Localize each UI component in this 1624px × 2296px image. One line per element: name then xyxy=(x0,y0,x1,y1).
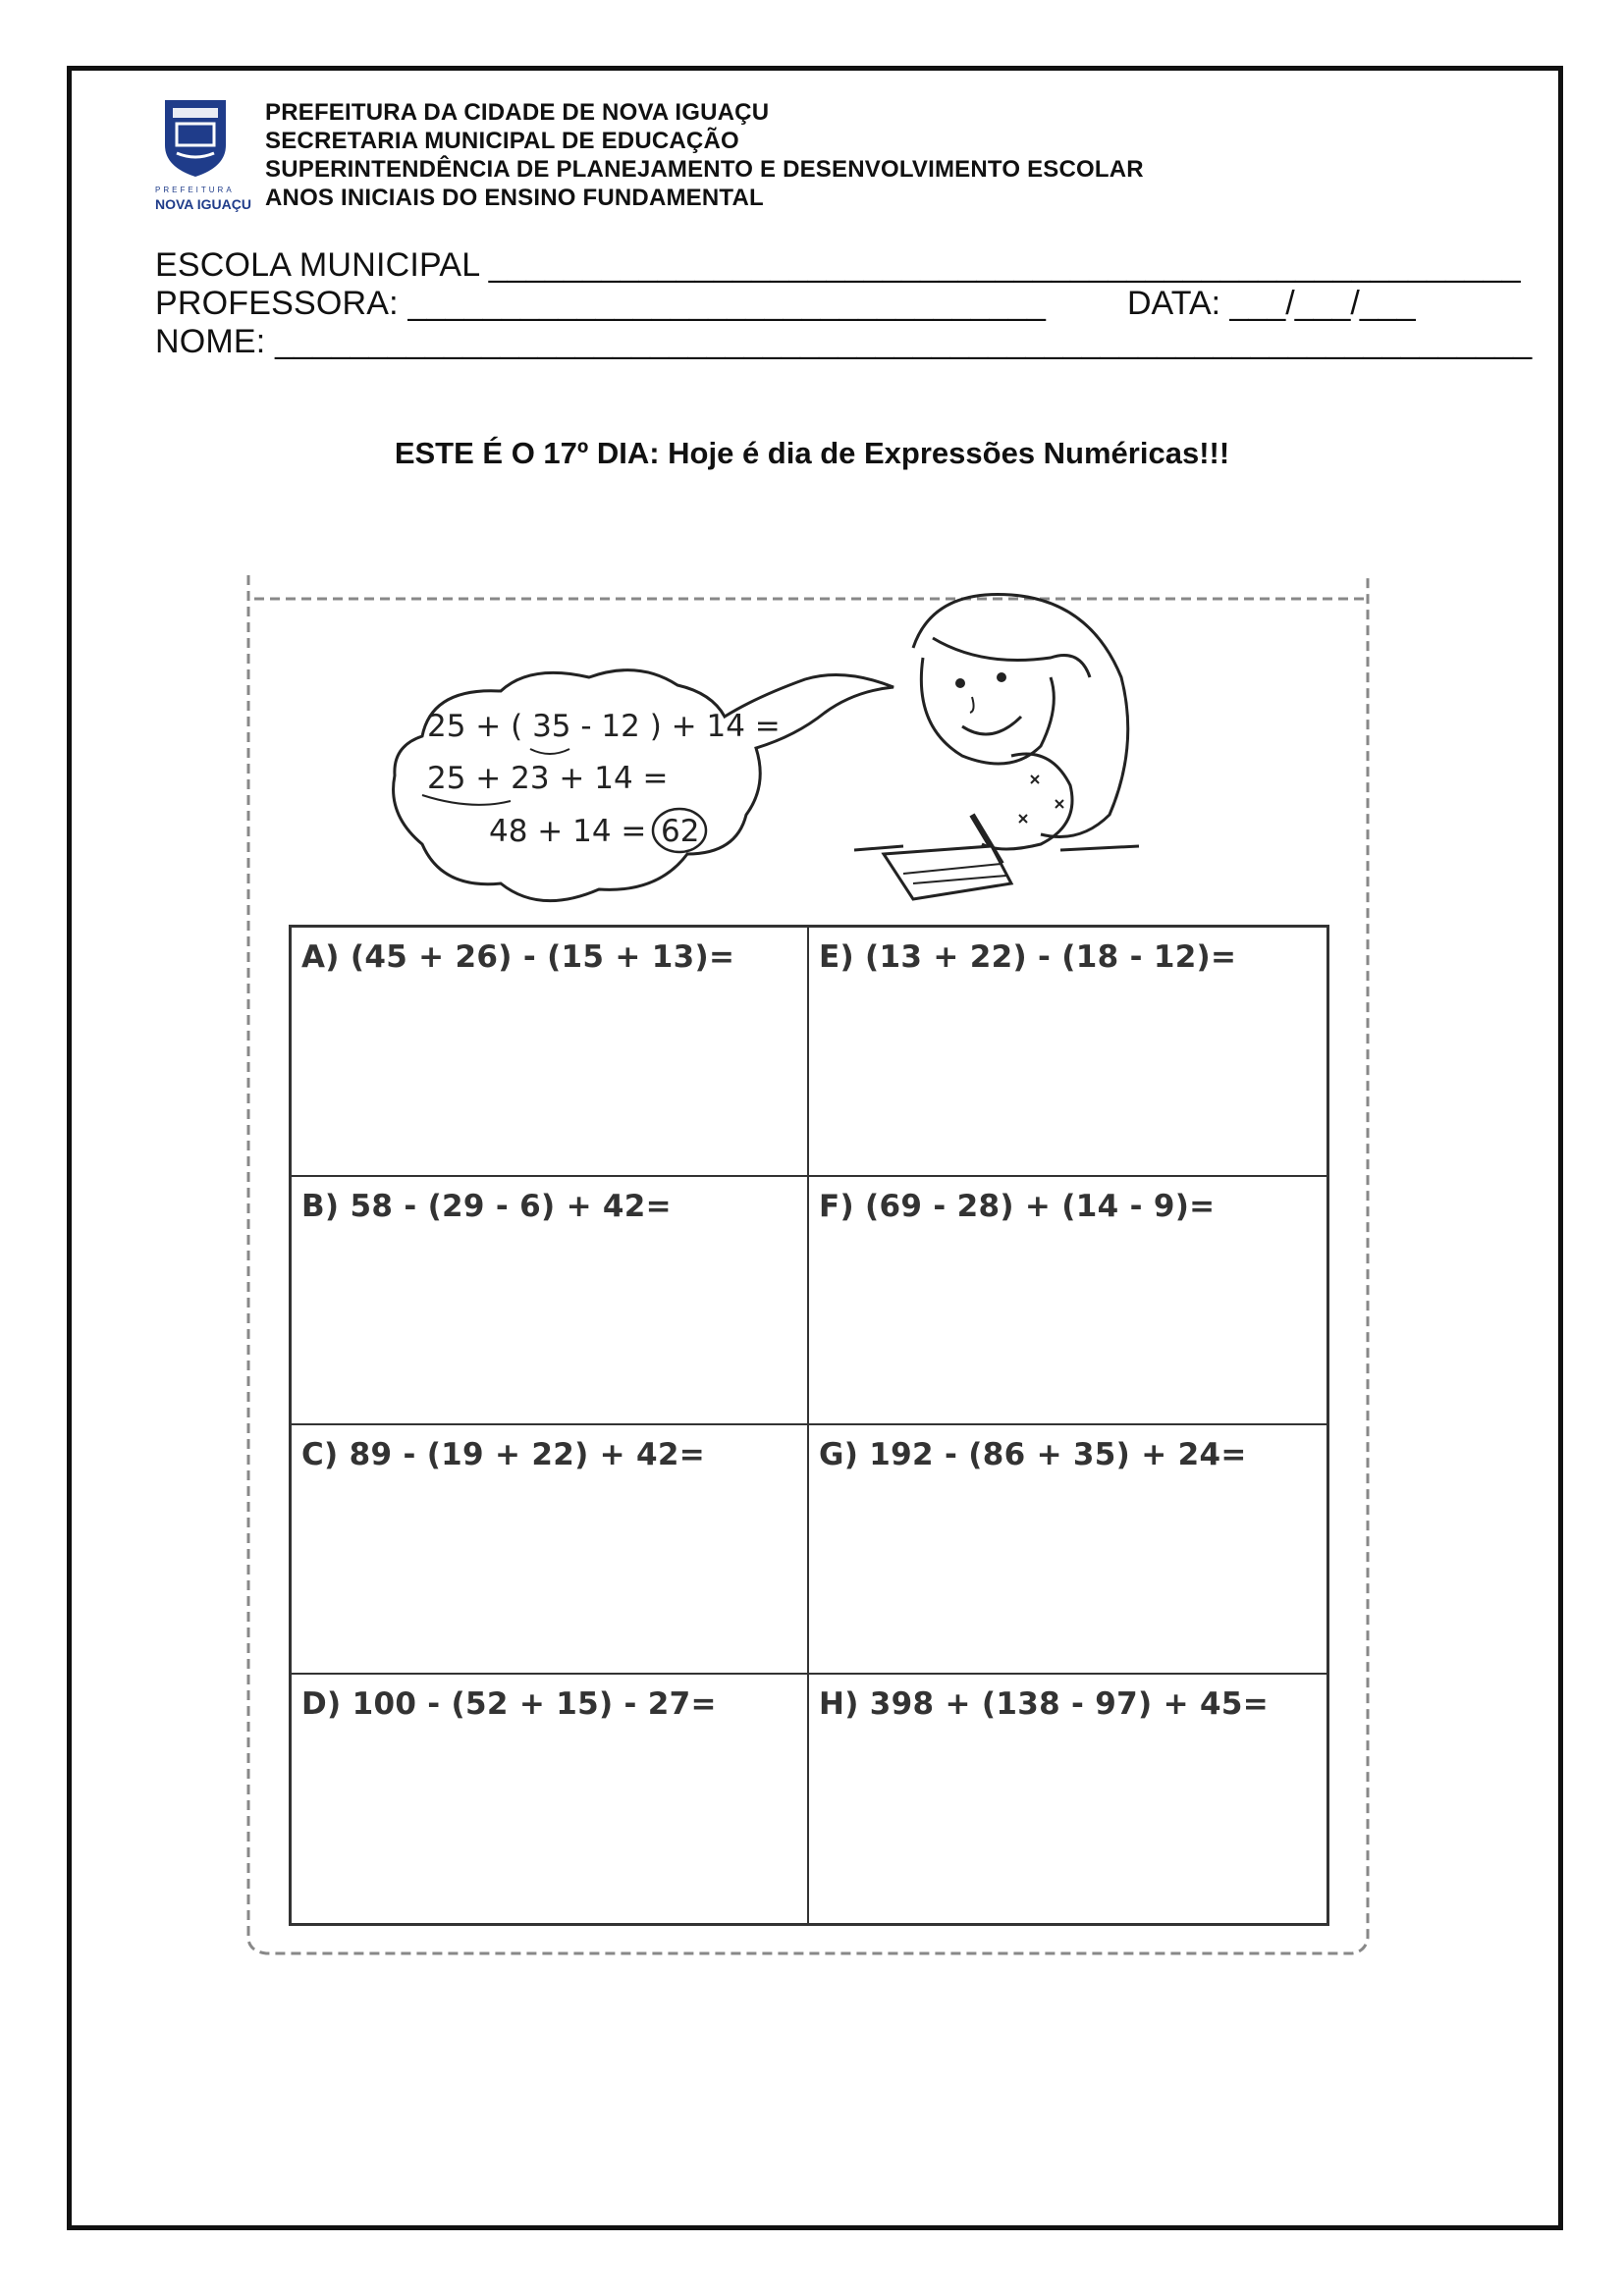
header-line: ANOS INICIAIS DO ENSINO FUNDAMENTAL xyxy=(265,185,764,211)
escola-field[interactable]: ESCOLA MUNICIPAL _______________________________________________________ xyxy=(155,246,1521,284)
exercise-label: D) 100 - (52 + 15) - 27= xyxy=(301,1685,717,1722)
header-line: SUPERINTENDÊNCIA DE PLANEJAMENTO E DESENVOLVIMENTO ESCOLAR xyxy=(265,156,1144,183)
exercise-label: H) 398 + (138 - 97) + 45= xyxy=(819,1685,1269,1722)
logo-text-bottom: NOVA IGUAÇU xyxy=(155,196,251,212)
exercise-grid xyxy=(289,925,1329,1926)
exercise-cell-e[interactable] xyxy=(809,928,1326,1177)
page-title: ESTE É O 17º DIA: Hoje é dia de Expressões Numéricas!!! xyxy=(394,436,1230,470)
logo-text-top: PREFEITURA xyxy=(155,186,235,194)
exercise-label: G) 192 - (86 + 35) + 24= xyxy=(819,1437,1247,1472)
header-line: PREFEITURA DA CIDADE DE NOVA IGUAÇU xyxy=(265,99,770,126)
exercise-cell-h[interactable] xyxy=(809,1675,1326,1924)
example-line-2: 25 + 23 + 14 = xyxy=(427,761,669,796)
exercise-cell-f[interactable] xyxy=(809,1177,1326,1426)
exercise-label: E) (13 + 22) - (18 - 12)= xyxy=(819,939,1237,975)
data-field[interactable]: DATA: ___/___/___ xyxy=(1127,285,1416,322)
professora-field[interactable]: PROFESSORA: __________________________________ xyxy=(155,285,1047,322)
example-line-3: 48 + 14 = xyxy=(489,814,647,849)
institution-header xyxy=(265,98,1144,212)
nova-iguacu-logo xyxy=(155,98,253,216)
exercise-cell-g[interactable] xyxy=(809,1425,1326,1675)
girl-writing-illustration xyxy=(844,589,1149,913)
exercise-label: C) 89 - (19 + 22) + 42= xyxy=(301,1437,706,1472)
exercise-label: F) (69 - 28) + (14 - 9)= xyxy=(819,1188,1216,1224)
exercise-cell-a[interactable] xyxy=(292,928,809,1177)
exercise-cell-c[interactable] xyxy=(292,1425,809,1675)
example-result: 62 xyxy=(661,814,700,849)
nome-field[interactable]: NOME: ___________________________________________________________________ xyxy=(155,323,1533,360)
exercise-label: A) (45 + 26) - (15 + 13)= xyxy=(301,939,735,975)
exercise-label: B) 58 - (29 - 6) + 42= xyxy=(301,1188,672,1224)
header-line: SECRETARIA MUNICIPAL DE EDUCAÇÃO xyxy=(265,128,739,154)
exercise-cell-d[interactable] xyxy=(292,1675,809,1924)
exercise-cell-b[interactable] xyxy=(292,1177,809,1426)
example-line-1: 25 + ( 35 - 12 ) + 14 = xyxy=(427,709,781,744)
